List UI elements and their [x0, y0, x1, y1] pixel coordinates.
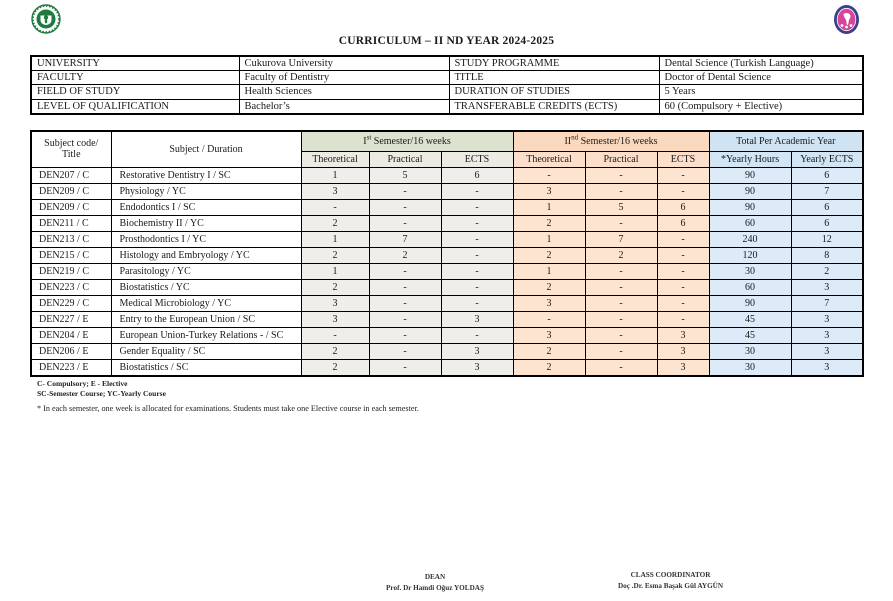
sem1-theoretical-cell: 1: [301, 168, 369, 184]
subject-code-cell: DEN206 / E: [31, 344, 111, 360]
subject-name-cell: Physiology / YC: [111, 184, 301, 200]
subject-name-cell: Endodontics I / SC: [111, 200, 301, 216]
sem1-practical-cell: -: [369, 200, 441, 216]
sem1-theoretical-cell: -: [301, 328, 369, 344]
header-subject-code: Subject code/ Title: [31, 131, 111, 168]
sem1-theoretical-cell: -: [301, 200, 369, 216]
legend-line-2: SC-Semester Course; YC-Yearly Course: [37, 389, 166, 399]
yearly-hours-cell: 120: [709, 248, 791, 264]
sem2-theoretical-cell: -: [513, 168, 585, 184]
subject-code-cell: DEN209 / C: [31, 200, 111, 216]
header-yearly-hours: *Yearly Hours: [709, 152, 791, 168]
sem2-ects-cell: -: [657, 184, 709, 200]
sem2-practical-cell: 2: [585, 248, 657, 264]
info-label: LEVEL OF QUALIFICATION: [31, 99, 239, 114]
table-row: [31, 232, 863, 248]
sem2-practical-cell: -: [585, 168, 657, 184]
sem1-ects-cell: 3: [441, 312, 513, 328]
yearly-ects-cell: 8: [791, 248, 863, 264]
subject-name-cell: Parasitology / YC: [111, 264, 301, 280]
table-row: [31, 312, 863, 328]
sem2-ects-cell: -: [657, 248, 709, 264]
sem2-practical-cell: -: [585, 296, 657, 312]
university-seal-icon: [31, 4, 61, 34]
sem2-practical-cell: -: [585, 216, 657, 232]
sem1-ects-cell: -: [441, 232, 513, 248]
info-label: TRANSFERABLE CREDITS (ECTS): [449, 99, 659, 114]
sem2-ects-cell: 6: [657, 200, 709, 216]
subject-name-cell: Biostatistics / SC: [111, 360, 301, 376]
sem1-theoretical-cell: 2: [301, 216, 369, 232]
table-row: [31, 296, 863, 312]
yearly-hours-cell: 45: [709, 328, 791, 344]
sem2-practical-cell: -: [585, 344, 657, 360]
yearly-ects-cell: 3: [791, 360, 863, 376]
subject-code-cell: DEN204 / E: [31, 328, 111, 344]
header-yearly-ects: Yearly ECTS: [791, 152, 863, 168]
sem1-ects-cell: -: [441, 296, 513, 312]
info-value: Doctor of Dental Science: [659, 71, 863, 85]
legend: [37, 379, 166, 399]
yearly-hours-cell: 90: [709, 184, 791, 200]
yearly-hours-cell: 90: [709, 200, 791, 216]
sem2-ects-cell: 6: [657, 216, 709, 232]
sem1-practical-cell: -: [369, 216, 441, 232]
sem1-ects-cell: -: [441, 264, 513, 280]
yearly-hours-cell: 60: [709, 216, 791, 232]
sem1-practical-cell: -: [369, 184, 441, 200]
yearly-hours-cell: 30: [709, 344, 791, 360]
dean-name: Prof. Dr Hamdi Oğuz YOLDAŞ: [386, 583, 484, 592]
subject-code-cell: DEN209 / C: [31, 184, 111, 200]
header-sem1-practical: Practical: [369, 152, 441, 168]
sem1-theoretical-cell: 1: [301, 232, 369, 248]
yearly-ects-cell: 3: [791, 344, 863, 360]
programme-info-table: [30, 55, 864, 115]
coordinator-signature-block: [588, 570, 753, 592]
sem2-theoretical-cell: 2: [513, 360, 585, 376]
header-sem2-ects: ECTS: [657, 152, 709, 168]
subject-name-cell: Gender Equality / SC: [111, 344, 301, 360]
coordinator-title: CLASS COORDINATOR: [630, 571, 711, 579]
yearly-hours-cell: 45: [709, 312, 791, 328]
sem2-ects-cell: 3: [657, 360, 709, 376]
yearly-ects-cell: 7: [791, 296, 863, 312]
yearly-hours-cell: 240: [709, 232, 791, 248]
table-row: [31, 168, 863, 184]
table-row: [31, 344, 863, 360]
sem1-theoretical-cell: 3: [301, 296, 369, 312]
yearly-ects-cell: 12: [791, 232, 863, 248]
subject-name-cell: Medical Microbiology / YC: [111, 296, 301, 312]
sem2-practical-cell: -: [585, 312, 657, 328]
info-value: Dental Science (Turkish Language): [659, 56, 863, 71]
sem1-theoretical-cell: 2: [301, 344, 369, 360]
coordinator-name: Doç .Dr. Esma Başak Gül AYGÜN: [617, 581, 724, 590]
dean-signature-block: [355, 572, 515, 594]
subject-code-cell: DEN223 / C: [31, 280, 111, 296]
sem1-practical-cell: 5: [369, 168, 441, 184]
info-row-qualification: [31, 99, 863, 114]
sem1-theoretical-cell: 3: [301, 184, 369, 200]
subject-name-cell: Prosthodontics I / YC: [111, 232, 301, 248]
info-value: Cukurova University: [239, 56, 449, 71]
info-label: TITLE: [449, 71, 659, 85]
subject-code-cell: DEN213 / C: [31, 232, 111, 248]
info-value: Faculty of Dentistry: [239, 71, 449, 85]
yearly-ects-cell: 3: [791, 280, 863, 296]
table-row: [31, 216, 863, 232]
info-label: FIELD OF STUDY: [31, 85, 239, 99]
yearly-ects-cell: 6: [791, 216, 863, 232]
sem2-practical-cell: -: [585, 328, 657, 344]
sem2-theoretical-cell: 1: [513, 264, 585, 280]
info-row-field: [31, 85, 863, 99]
sem2-ects-cell: -: [657, 232, 709, 248]
dean-title: DEAN: [424, 573, 446, 581]
sem1-ects-cell: -: [441, 248, 513, 264]
sem2-practical-cell: -: [585, 280, 657, 296]
subject-name-cell: Biochemistry II / YC: [111, 216, 301, 232]
exam-note: * In each semester, one week is allocated for examinations. Students must take one Elective course in each semester.: [37, 404, 419, 413]
header-subject-duration: Subject / Duration: [111, 131, 301, 168]
subject-code-cell: DEN223 / E: [31, 360, 111, 376]
header-semester2-group: IInd Semester/16 weeks: [513, 131, 709, 152]
subject-name-cell: Histology and Embryology / YC: [111, 248, 301, 264]
sem1-theoretical-cell: 2: [301, 280, 369, 296]
sem1-practical-cell: -: [369, 360, 441, 376]
sem1-ects-cell: 3: [441, 344, 513, 360]
yearly-hours-cell: 60: [709, 280, 791, 296]
sem1-ects-cell: -: [441, 216, 513, 232]
sem1-ects-cell: -: [441, 184, 513, 200]
sem2-theoretical-cell: 1: [513, 232, 585, 248]
header-sem2-theoretical: Theoretical: [513, 152, 585, 168]
header-semester1-group: Ist Semester/16 weeks: [301, 131, 513, 152]
sem1-ects-cell: -: [441, 200, 513, 216]
subject-code-cell: DEN207 / C: [31, 168, 111, 184]
info-value: Health Sciences: [239, 85, 449, 99]
table-row: [31, 280, 863, 296]
header-total-group: Total Per Academic Year: [709, 131, 863, 152]
yearly-ects-cell: 3: [791, 328, 863, 344]
table-row: [31, 264, 863, 280]
sem1-practical-cell: 7: [369, 232, 441, 248]
sem2-practical-cell: -: [585, 264, 657, 280]
info-row-faculty: [31, 71, 863, 85]
subject-code-cell: DEN227 / E: [31, 312, 111, 328]
subject-name-cell: Entry to the European Union / SC: [111, 312, 301, 328]
curriculum-table: [30, 130, 864, 377]
legend-line-1: C- Compulsory; E - Elective: [37, 379, 128, 388]
yearly-ects-cell: 2: [791, 264, 863, 280]
yearly-ects-cell: 3: [791, 312, 863, 328]
subject-name-cell: Restorative Dentistry I / SC: [111, 168, 301, 184]
page-title: CURRICULUM – II ND YEAR 2024-2025: [338, 35, 555, 47]
subject-code-cell: DEN215 / C: [31, 248, 111, 264]
table-row: [31, 360, 863, 376]
sem2-theoretical-cell: -: [513, 312, 585, 328]
curriculum-table-body: [31, 168, 863, 376]
sem1-practical-cell: -: [369, 264, 441, 280]
info-value: 5 Years: [659, 85, 863, 99]
sem2-theoretical-cell: 2: [513, 216, 585, 232]
subject-name-cell: Biostatistics / YC: [111, 280, 301, 296]
sem2-practical-cell: -: [585, 184, 657, 200]
table-row: [31, 200, 863, 216]
info-value: 60 (Compulsory + Elective): [659, 99, 863, 114]
sem2-theoretical-cell: 1: [513, 200, 585, 216]
sem2-theoretical-cell: 2: [513, 248, 585, 264]
sem1-theoretical-cell: 2: [301, 360, 369, 376]
sem2-practical-cell: 7: [585, 232, 657, 248]
sem2-practical-cell: 5: [585, 200, 657, 216]
sem1-theoretical-cell: 3: [301, 312, 369, 328]
table-row: [31, 328, 863, 344]
sem1-practical-cell: -: [369, 328, 441, 344]
yearly-hours-cell: 30: [709, 264, 791, 280]
sem1-practical-cell: -: [369, 280, 441, 296]
info-label: DURATION OF STUDIES: [449, 85, 659, 99]
info-label: STUDY PROGRAMME: [449, 56, 659, 71]
sem1-practical-cell: -: [369, 296, 441, 312]
subject-code-cell: DEN219 / C: [31, 264, 111, 280]
header-sem1-theoretical: Theoretical: [301, 152, 369, 168]
sem2-ects-cell: 3: [657, 344, 709, 360]
yearly-hours-cell: 90: [709, 296, 791, 312]
yearly-ects-cell: 6: [791, 200, 863, 216]
subject-name-cell: European Union-Turkey Relations - / SC: [111, 328, 301, 344]
sem2-theoretical-cell: 2: [513, 280, 585, 296]
yearly-hours-cell: 90: [709, 168, 791, 184]
dentistry-emblem-icon: [833, 4, 860, 35]
sem1-ects-cell: -: [441, 328, 513, 344]
header-sem2-practical: Practical: [585, 152, 657, 168]
university-seal-logo: [31, 4, 61, 39]
curriculum-header-row-groups: [31, 131, 863, 152]
sem1-practical-cell: -: [369, 344, 441, 360]
yearly-ects-cell: 6: [791, 168, 863, 184]
sem2-ects-cell: -: [657, 168, 709, 184]
sem1-practical-cell: -: [369, 312, 441, 328]
sem2-ects-cell: -: [657, 296, 709, 312]
table-row: [31, 248, 863, 264]
sem2-theoretical-cell: 3: [513, 328, 585, 344]
info-value: Bachelor’s: [239, 99, 449, 114]
sem1-ects-cell: -: [441, 280, 513, 296]
sem2-theoretical-cell: 2: [513, 344, 585, 360]
sem2-theoretical-cell: 3: [513, 184, 585, 200]
yearly-ects-cell: 7: [791, 184, 863, 200]
sem2-ects-cell: -: [657, 312, 709, 328]
info-row-university: [31, 56, 863, 71]
sem2-ects-cell: -: [657, 264, 709, 280]
sem2-practical-cell: -: [585, 360, 657, 376]
sem1-ects-cell: 6: [441, 168, 513, 184]
sem1-theoretical-cell: 1: [301, 264, 369, 280]
sem2-ects-cell: 3: [657, 328, 709, 344]
table-row: [31, 184, 863, 200]
subject-code-cell: DEN229 / C: [31, 296, 111, 312]
sem2-ects-cell: -: [657, 280, 709, 296]
yearly-hours-cell: 30: [709, 360, 791, 376]
header-sem1-ects: ECTS: [441, 152, 513, 168]
sem1-ects-cell: 3: [441, 360, 513, 376]
info-label: UNIVERSITY: [31, 56, 239, 71]
sem2-theoretical-cell: 3: [513, 296, 585, 312]
subject-code-cell: DEN211 / C: [31, 216, 111, 232]
sem1-practical-cell: 2: [369, 248, 441, 264]
info-label: FACULTY: [31, 71, 239, 85]
sem1-theoretical-cell: 2: [301, 248, 369, 264]
